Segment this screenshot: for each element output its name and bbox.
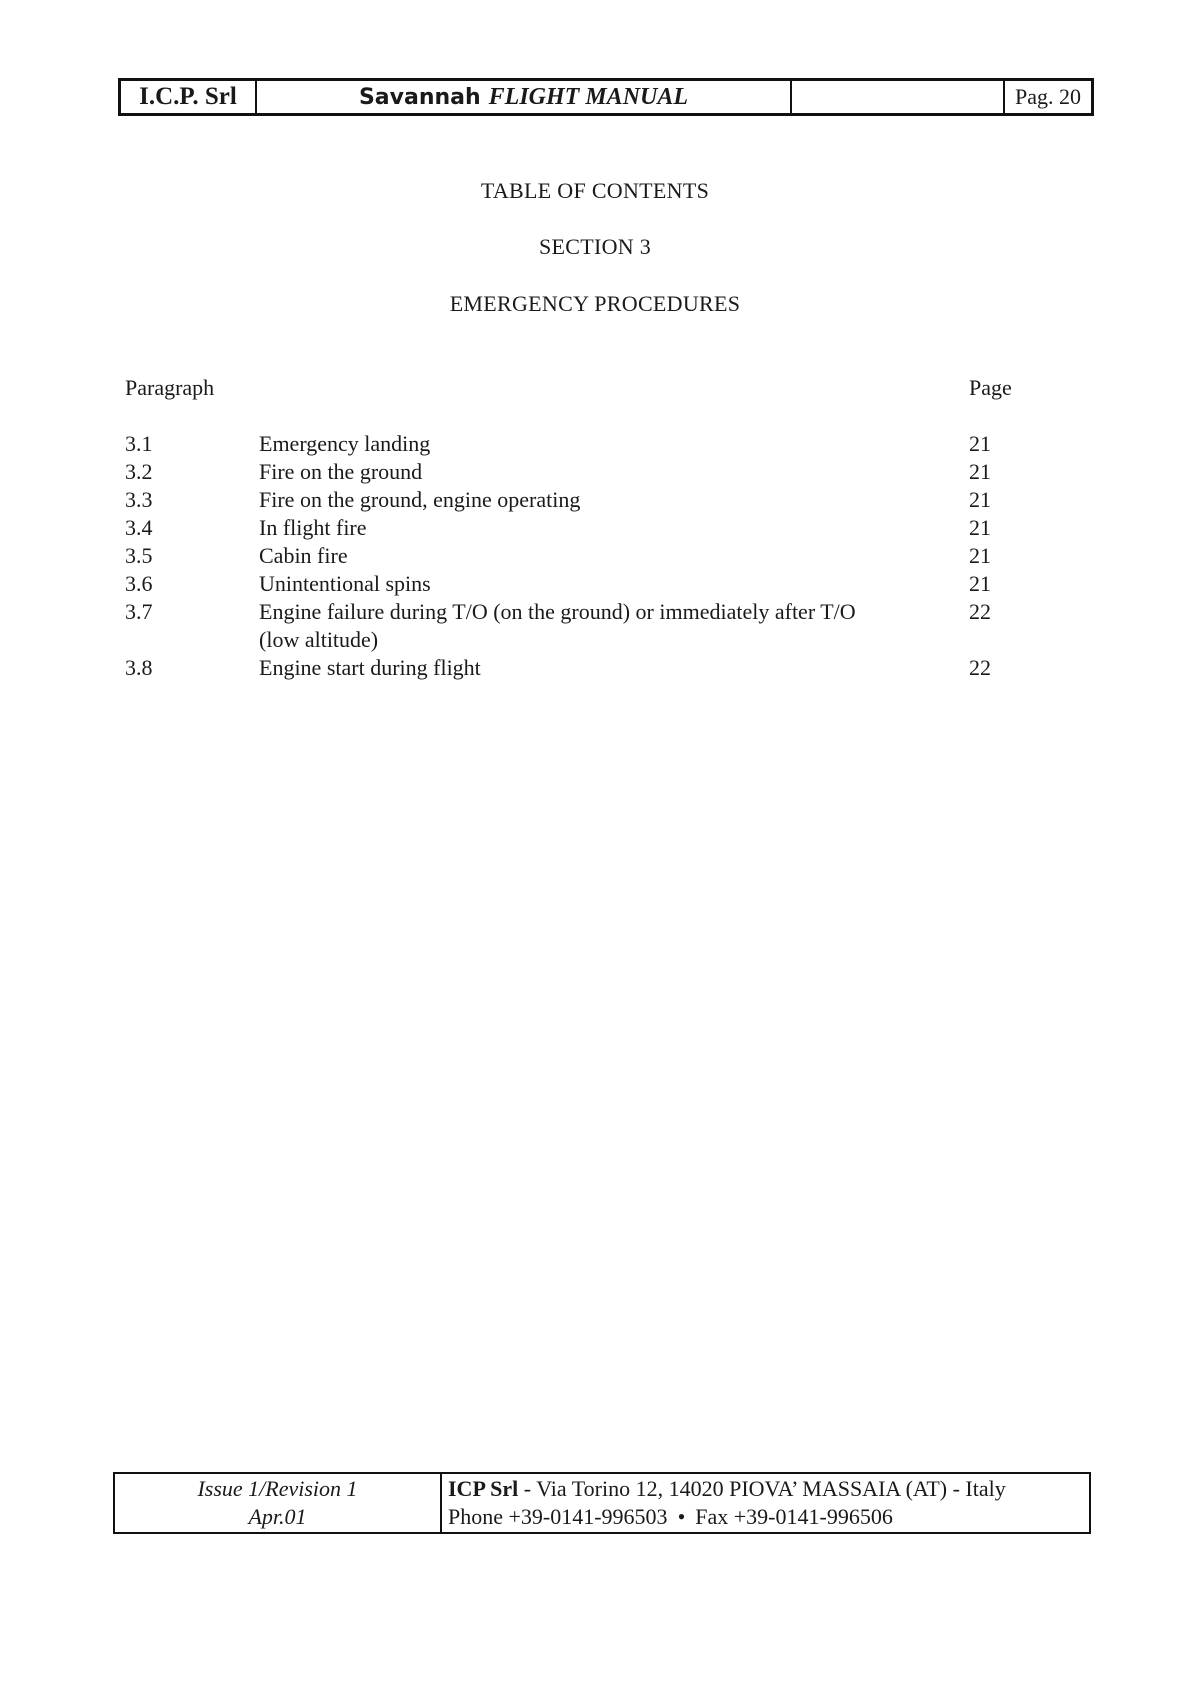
- toc-entry-page: 22: [969, 599, 991, 624]
- toc-entry-number: 3.1: [125, 431, 153, 456]
- page-header: [118, 78, 1094, 116]
- footer-address: - Via Torino 12, 14020 PIOVA’ MASSAIA (AT) - Italy: [518, 1476, 1006, 1501]
- toc-entry-page: 21: [969, 431, 991, 456]
- toc-entry-title: [259, 598, 969, 654]
- footer-company: ICP Srl: [448, 1476, 519, 1501]
- toc-entry-title: Emergency landing: [259, 431, 431, 456]
- revision-cell: [115, 1474, 442, 1532]
- subject-title: EMERGENCY PROCEDURES: [449, 291, 741, 316]
- manual-title: [257, 81, 792, 113]
- toc-entry-number: 3.4: [125, 515, 153, 540]
- toc-entry: [125, 598, 1025, 654]
- contact-line: [448, 1503, 1089, 1531]
- toc-entry-number: 3.6: [125, 571, 153, 596]
- toc-entry: [125, 514, 1025, 542]
- footer-fax: Fax +39-0141-996506: [695, 1504, 893, 1529]
- toc-entry-page: 21: [969, 515, 991, 540]
- toc-entry: [125, 430, 1025, 458]
- page-footer: [113, 1472, 1091, 1534]
- toc-entry-number: 3.8: [125, 655, 153, 680]
- toc-entry-page: 22: [969, 655, 991, 680]
- section-title: SECTION 3: [538, 234, 652, 259]
- toc-entry: [125, 458, 1025, 486]
- toc-entry-title-line1: Engine failure during T/O (on the ground) or immediately after T/O: [259, 599, 856, 624]
- revision-date: Apr.01: [248, 1504, 307, 1529]
- toc-entry: [125, 570, 1025, 598]
- toc-entry-page: 21: [969, 487, 991, 512]
- toc-entry-number: 3.7: [125, 599, 153, 624]
- bullet-icon: •: [677, 1504, 686, 1529]
- toc-entry: [125, 654, 1025, 682]
- toc-entry-page: 21: [969, 571, 991, 596]
- toc-entry-number: 3.3: [125, 487, 153, 512]
- toc-title: TABLE OF CONTENTS: [480, 178, 710, 203]
- address-line: [448, 1475, 1089, 1503]
- toc-entry-title: Unintentional spins: [259, 571, 431, 596]
- company-name: I.C.P. Srl: [121, 81, 257, 113]
- toc-entry-title: In flight fire: [259, 515, 367, 540]
- toc-list: [125, 430, 1025, 682]
- toc-entry-title: Fire on the ground: [259, 459, 423, 484]
- paragraph-column-header: Paragraph: [125, 375, 215, 400]
- toc-entry-page: 21: [969, 459, 991, 484]
- contact-cell: [442, 1474, 1089, 1532]
- issue-revision: Issue 1/Revision 1: [197, 1476, 358, 1501]
- toc-entry: [125, 486, 1025, 514]
- footer-phone: Phone +39-0141-996503: [448, 1504, 668, 1529]
- page-column-header: Page: [969, 375, 1012, 400]
- brand-name: Savannah: [358, 84, 481, 110]
- manual-name: FLIGHT MANUAL: [488, 83, 689, 110]
- toc-entry-page: 21: [969, 543, 991, 568]
- header-empty-cell: [792, 81, 1005, 113]
- toc-entry: [125, 542, 1025, 570]
- toc-entry-title: Engine start during flight: [259, 655, 481, 680]
- toc-entry-number: 3.5: [125, 543, 153, 568]
- toc-entry-number: 3.2: [125, 459, 153, 484]
- toc-entry-title: Fire on the ground, engine operating: [259, 487, 581, 512]
- page-number: Pag. 20: [1015, 84, 1081, 109]
- toc-entry-title: Cabin fire: [259, 543, 348, 568]
- toc-entry-title-line2: (low altitude): [259, 627, 379, 652]
